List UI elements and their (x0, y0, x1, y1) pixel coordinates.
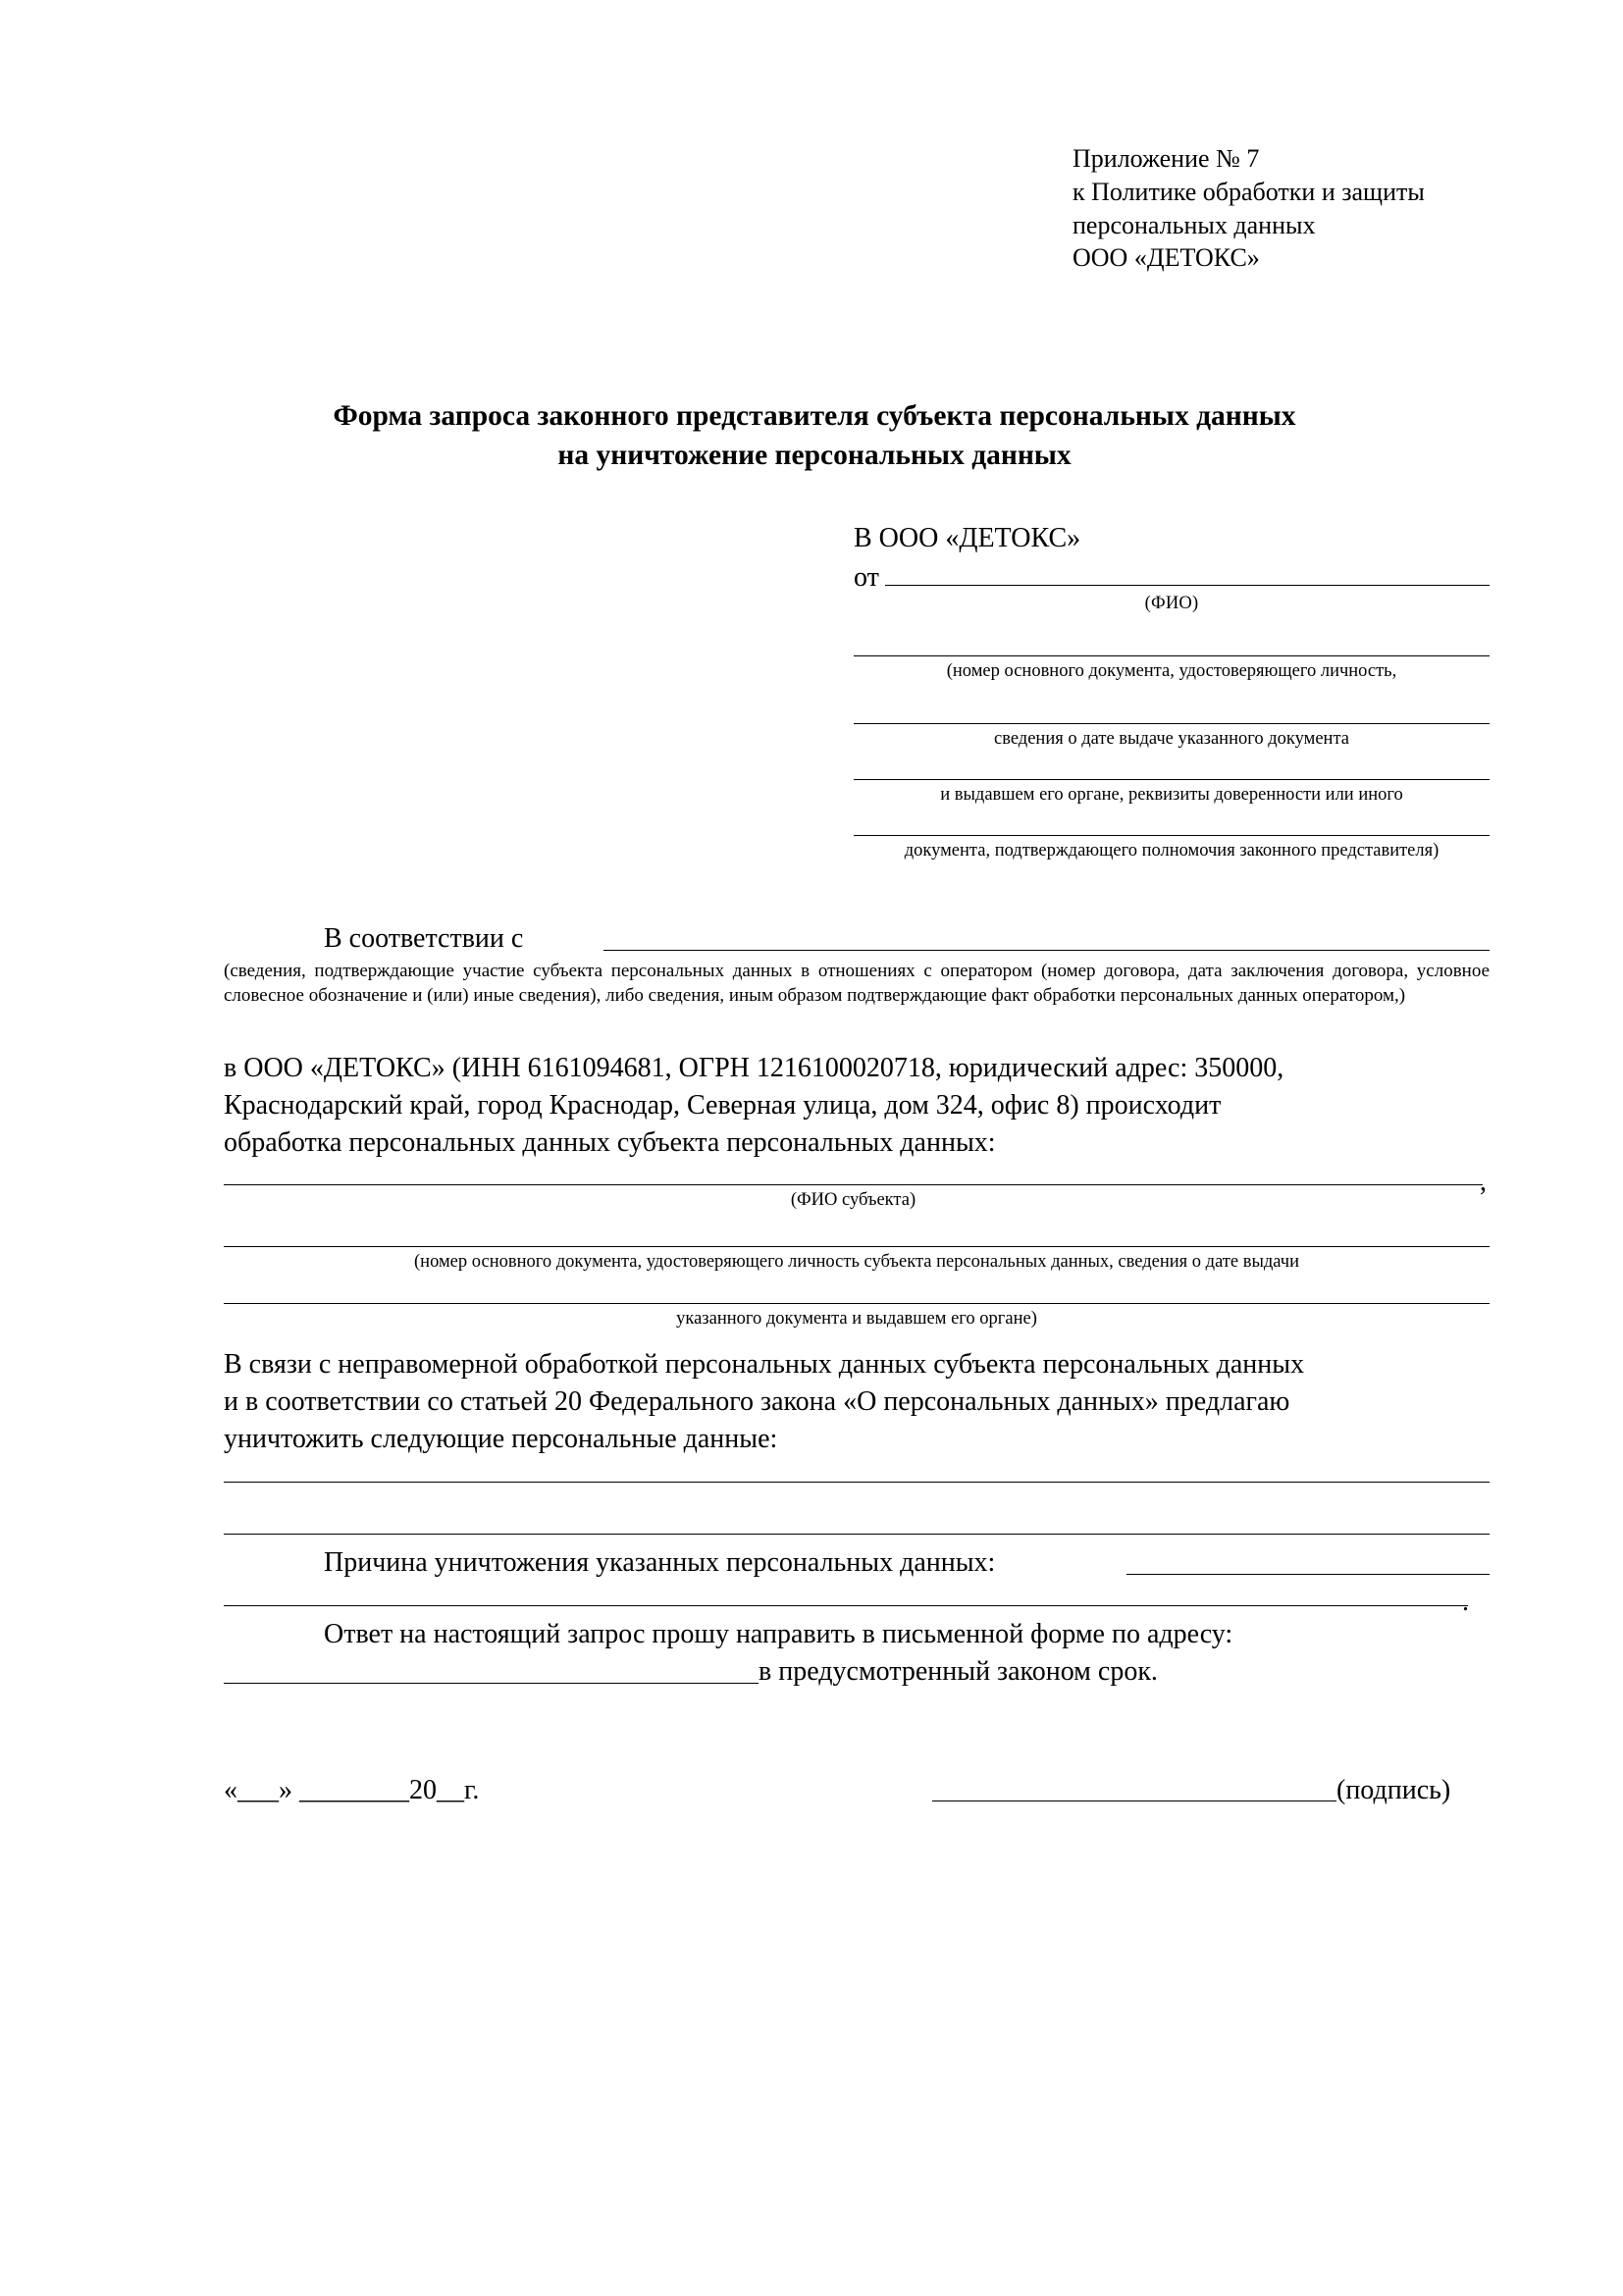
rep-doc-line-3[interactable] (854, 779, 1490, 780)
caption-doc-authority: документа, подтверждающего полномочия законного представителя) (904, 841, 1440, 861)
in-accordance-label: В соответствии с (324, 923, 524, 954)
page-title-line-2: на уничтожение персональных данных (557, 439, 1072, 471)
answer-address-fill-line[interactable] (224, 1683, 759, 1684)
answer-line-2: в предусмотренный законом срок. (759, 1656, 1158, 1687)
rep-doc-line-2[interactable] (854, 723, 1490, 724)
from-label: от (854, 562, 879, 593)
caption-subject-fio: (ФИО субъекта) (790, 1190, 916, 1210)
reason-line-2: и в соответствии со статьей 20 Федерального закона «О персональных данных» предлагаю (224, 1386, 1290, 1417)
in-accordance-note: (сведения, подтверждающие участие субъекта персональных данных в отношениях с оператором (номер договора, дата заключения договора, условное словесное обозначение и (или) иные сведения), либо сведения, иным образом подтверждающие факт обработки персональных данных оператором,) (224, 961, 1490, 1006)
date-line[interactable]: «___» ________20__г. (224, 1775, 480, 1805)
destroy-reason-fill-line[interactable] (1126, 1574, 1490, 1575)
in-accordance-fill-line[interactable] (603, 950, 1490, 951)
appendix-header (1073, 142, 1583, 275)
answer-line-1: Ответ на настоящий запрос прошу направить в письменной форме по адресу: (324, 1619, 1233, 1649)
org-info-line-2: Краснодарский край, город Краснодар, Северная улица, дом 324, офис 8) происходит (224, 1090, 1222, 1121)
appendix-company: ООО «ДЕТОКС» (1073, 243, 1260, 273)
from-row (854, 562, 1490, 594)
destroy-data-line-1[interactable] (224, 1482, 1490, 1483)
subject-fio-line[interactable] (224, 1184, 1483, 1185)
signature-fill-line[interactable] (932, 1800, 1336, 1801)
page-title (147, 397, 1482, 476)
caption-doc-date: сведения о дате выдаче указанного документа (994, 729, 1349, 749)
caption-subject-doc-2: указанного документа и выдавшем его органе) (676, 1309, 1037, 1329)
rep-doc-line-4[interactable] (854, 835, 1490, 836)
org-info-line-1: в ООО «ДЕТОКС» (ИНН 6161094681, ОГРН 1216100020718, юридический адрес: 350000, (224, 1053, 1284, 1083)
caption-doc-number: (номер основного документа, удостоверяющего личность, (946, 661, 1397, 681)
caption-fio: (ФИО) (1144, 594, 1199, 613)
destroy-reason-line-2[interactable] (224, 1605, 1468, 1606)
subject-doc-line-2[interactable] (224, 1303, 1490, 1304)
subject-doc-line-1[interactable] (224, 1246, 1490, 1247)
reason-line-3: уничтожить следующие персональные данные: (224, 1424, 778, 1454)
destroy-reason-period: . (1462, 1587, 1469, 1617)
caption-subject-doc-1: (номер основного документа, удостоверяющего личность субъекта персональных данных, сведения о дате выдачи (414, 1252, 1299, 1272)
from-fill-line[interactable] (885, 565, 1490, 586)
addressee-organization: В ООО «ДЕТОКС» (854, 523, 1081, 553)
caption-doc-organ: и выдавшем его органе, реквизиты доверенности или иного (940, 785, 1403, 805)
destroy-data-line-2[interactable] (224, 1534, 1490, 1535)
rep-doc-line-1[interactable] (854, 655, 1490, 656)
appendix-policy-line-2: персональных данных (1073, 210, 1316, 239)
appendix-policy-line-1: к Политике обработки и защиты (1073, 177, 1425, 206)
reason-line-1: В связи с неправомерной обработкой персональных данных субъекта персональных данных (224, 1349, 1305, 1380)
page-title-line-1: Форма запроса законного представителя субъекта персональных данных (333, 400, 1296, 432)
signature-label: (подпись) (1336, 1775, 1451, 1805)
destroy-reason-label: Причина уничтожения указанных персональных данных: (324, 1547, 996, 1578)
org-info-line-3: обработка персональных данных субъекта персональных данных: (224, 1127, 996, 1158)
appendix-number: Приложение № 7 (1073, 144, 1260, 173)
subject-fio-comma: , (1480, 1167, 1487, 1197)
